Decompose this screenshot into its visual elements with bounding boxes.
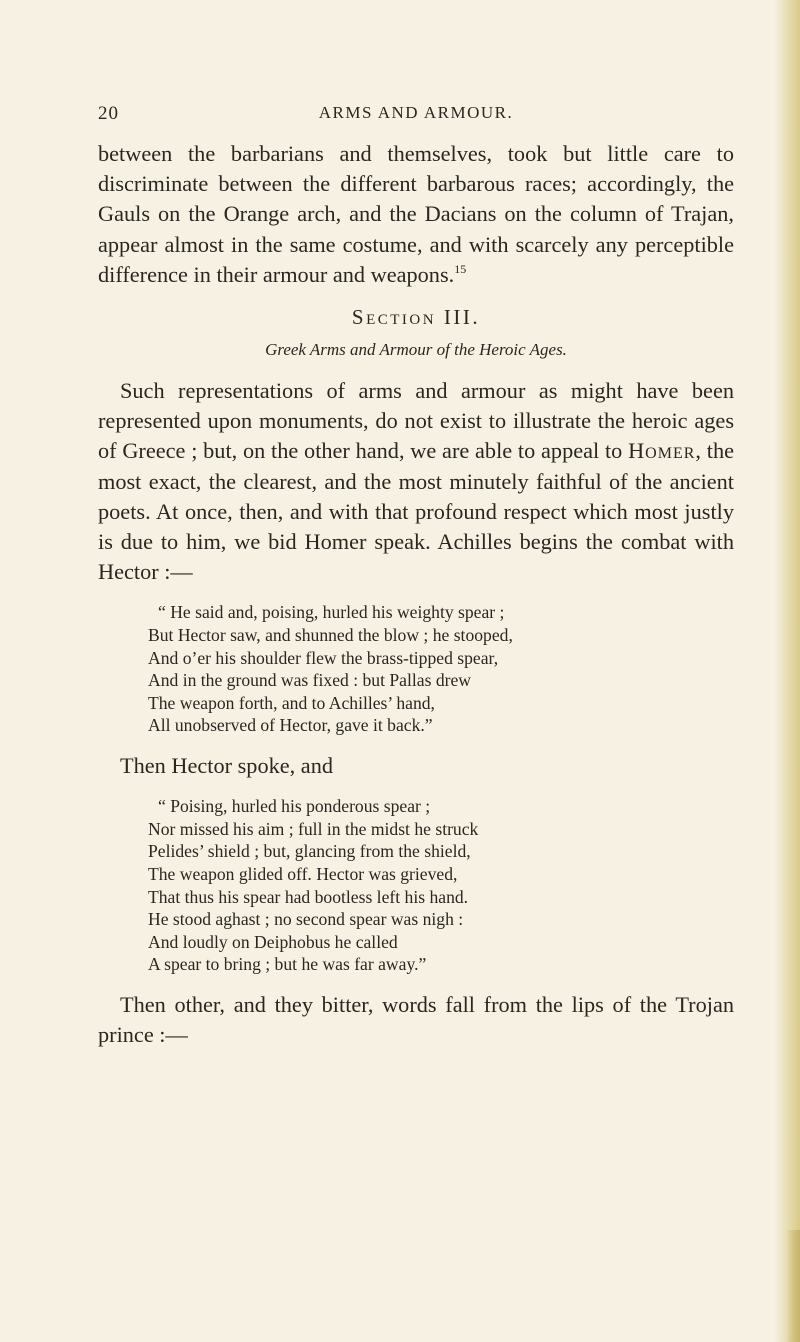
verse-line: The weapon forth, and to Achilles’ hand, <box>148 692 435 713</box>
verse-line: “ Poising, hurled his ponderous spear ; <box>158 796 431 817</box>
verse-line: But Hector saw, and shunned the blow ; he stooped, <box>148 625 513 646</box>
verse-line: And o’er his shoulder flew the brass-tipped spear, <box>148 647 499 668</box>
section-subtitle: Greek Arms and Armour of the Heroic Ages. <box>265 340 567 360</box>
page-number: 20 <box>98 103 119 124</box>
verse-line: The weapon glided off. Hector was grieved, <box>148 863 458 884</box>
verse-line: That thus his spear had bootless left his hand. <box>148 886 469 907</box>
verse-line: A spear to bring ; but he was far away.” <box>148 954 427 975</box>
verse-quotation-hector <box>148 795 734 976</box>
verse-line: And in the ground was fixed : but Pallas drew <box>148 670 471 691</box>
author-name-homer: Homer <box>628 438 696 464</box>
verse-line: “ He said and, poising, hurled his weighty spear ; <box>158 602 505 623</box>
running-title: ARMS AND ARMOUR. <box>318 103 514 122</box>
verse-line: And loudly on Deiphobus he called <box>148 931 398 952</box>
page-edge-shading-lower <box>786 1230 800 1342</box>
paragraph-text-end: , the most exact, the clearest, and the most minutely faithful of the ancient poets. At once, then, and with that profound respect which most justly is due to him, we bid Homer speak. Achilles begins the combat with Hector :— <box>98 438 734 585</box>
section-heading: Section III. <box>351 305 481 330</box>
page-body <box>98 139 734 1050</box>
paragraph-text: between the barbarians and themselves, took but little care to discriminate between the different barbarous races; accordingly, the Gauls on the Orange arch, and the Dacians on the column of Trajan, appear almost in the same costume, and with scarcely any perceptible difference in their armour and weapons. <box>98 141 734 287</box>
verse-line: He stood aghast ; no second spear was nigh : <box>148 909 464 930</box>
page-header <box>98 103 734 129</box>
paragraph-text-start: Such representations of arms and armour as might have been represented upon monuments, do not exist to illustrate the heroic ages of Greece ; but, on the other hand, we are able to appeal to <box>98 378 734 464</box>
paragraph-hector-spoke: Then Hector spoke, and <box>120 753 333 778</box>
footnote-reference: 15 <box>454 261 467 276</box>
paragraph-trojan-prince: Then other, and they bitter, words fall from the lips of the Trojan prince :— <box>98 991 734 1048</box>
verse-line: Nor missed his aim ; full in the midst he struck <box>148 818 479 839</box>
paragraph-homer <box>98 376 734 587</box>
paragraph-continuation <box>98 139 734 290</box>
verse-line: All unobserved of Hector, gave it back.” <box>148 715 433 736</box>
verse-quotation-achilles <box>148 601 734 737</box>
verse-line: Pelides’ shield ; but, glancing from the shield, <box>148 841 471 862</box>
page-edge-shading <box>774 0 800 1342</box>
